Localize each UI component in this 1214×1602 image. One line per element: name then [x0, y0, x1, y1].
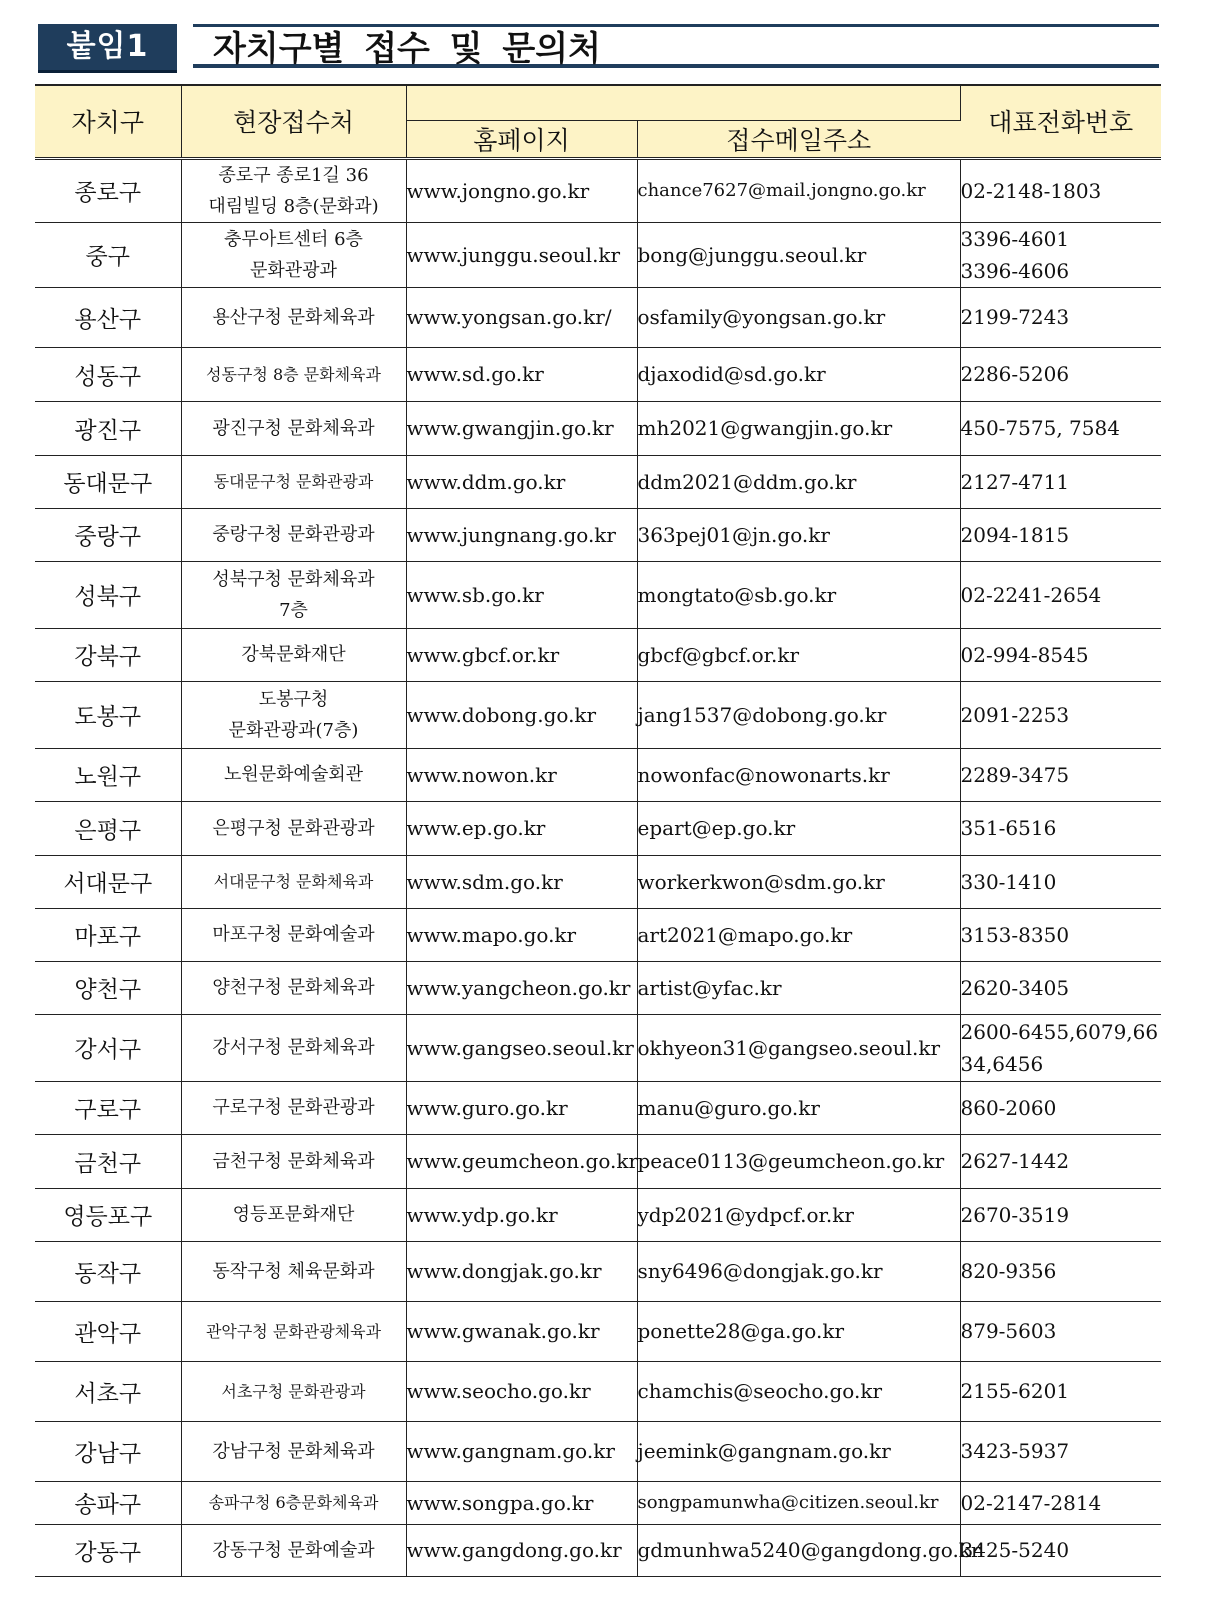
table-row: [35, 908, 1161, 961]
district-cell: 종로구: [35, 158, 181, 222]
office-line: 동작구청 체육문화과: [212, 1260, 375, 1282]
district-cell: 광진구: [35, 401, 181, 455]
office-cell: [181, 1524, 406, 1576]
email-cell: manu@guro.go.kr: [637, 1081, 960, 1134]
district-cell: 중구: [35, 222, 181, 287]
table-body: [35, 158, 1161, 1576]
office-cell: [181, 681, 406, 748]
district-cell: 성북구: [35, 561, 181, 628]
district-cell: 금천구: [35, 1134, 181, 1188]
office-line: 서초구청 문화관광과: [221, 1381, 366, 1401]
phone-line: 3396-4601: [960, 226, 1070, 251]
phone-cell: [960, 908, 1161, 961]
district-cell: 중랑구: [35, 508, 181, 561]
district-cell: 서초구: [35, 1361, 181, 1421]
table-row: [35, 681, 1161, 748]
phone-cell: [960, 1524, 1161, 1576]
phone-line: 3153-8350: [960, 922, 1070, 947]
email-cell: ddm2021@ddm.go.kr: [637, 455, 960, 508]
phone-line: 2127-4711: [960, 469, 1070, 494]
office-line: 강동구청 문화예술과: [212, 1539, 375, 1561]
table-row: [35, 628, 1161, 681]
table-row: [35, 1301, 1161, 1361]
phone-cell: [960, 1188, 1161, 1241]
table-row: [35, 1421, 1161, 1481]
office-cell: [181, 908, 406, 961]
office-line: 강남구청 문화체육과: [212, 1440, 375, 1462]
office-cell: [181, 1421, 406, 1481]
phone-line: 3396-4606: [960, 258, 1070, 283]
email-cell: jeemink@gangnam.go.kr: [637, 1421, 960, 1481]
phone-line: 2155-6201: [960, 1379, 1070, 1403]
col-header-email: 접수메일주소: [637, 120, 960, 158]
phone-cell: [960, 1134, 1161, 1188]
table-row: [35, 347, 1161, 401]
district-cell: 강동구: [35, 1524, 181, 1576]
office-line: 송파구청 6층문화체육과: [208, 1493, 379, 1512]
homepage-cell: www.guro.go.kr: [406, 1081, 637, 1134]
office-line: 양천구청 문화체육과: [212, 977, 375, 998]
homepage-cell: www.gangseo.seoul.kr: [406, 1014, 637, 1081]
phone-line: 02-2148-1803: [960, 178, 1102, 203]
col-header-phone: 대표전화번호: [960, 85, 1161, 158]
office-line: 영등포문화재단: [232, 1204, 355, 1225]
phone-line: 2094-1815: [960, 522, 1070, 547]
phone-cell: [960, 855, 1161, 908]
homepage-cell: www.ep.go.kr: [406, 801, 637, 855]
email-cell: workerkwon@sdm.go.kr: [637, 855, 960, 908]
office-line: 금천구청 문화체육과: [212, 1150, 375, 1172]
office-cell: [181, 1188, 406, 1241]
phone-line: 02-994-8545: [960, 642, 1089, 667]
phone-cell: [960, 1301, 1161, 1361]
phone-cell: [960, 628, 1161, 681]
phone-cell: [960, 401, 1161, 455]
district-cell: 강서구: [35, 1014, 181, 1081]
table-row: [35, 1014, 1161, 1081]
email-cell: sny6496@dongjak.go.kr: [637, 1241, 960, 1301]
table-row: [35, 1134, 1161, 1188]
phone-line: 820-9356: [960, 1259, 1057, 1283]
office-cell: [181, 961, 406, 1014]
phone-cell: [960, 158, 1161, 222]
homepage-cell: www.gwanak.go.kr: [406, 1301, 637, 1361]
phone-cell: [960, 1081, 1161, 1134]
office-cell: [181, 1361, 406, 1421]
email-cell: djaxodid@sd.go.kr: [637, 347, 960, 401]
homepage-cell: www.yangcheon.go.kr: [406, 961, 637, 1014]
table-row: [35, 158, 1161, 222]
email-cell: art2021@mapo.go.kr: [637, 908, 960, 961]
district-cell: 송파구: [35, 1481, 181, 1524]
email-cell: songpamunwha@citizen.seoul.kr: [637, 1481, 960, 1524]
office-line: 광진구청 문화체육과: [212, 417, 375, 439]
district-cell: 마포구: [35, 908, 181, 961]
office-line: 강북문화재단: [241, 644, 346, 665]
phone-cell: [960, 287, 1161, 347]
table-row: [35, 1481, 1161, 1524]
email-cell: ponette28@ga.go.kr: [637, 1301, 960, 1361]
office-cell: [181, 347, 406, 401]
office-cell: [181, 222, 406, 287]
office-line: 성북구청 문화체육과: [212, 568, 375, 590]
office-line: 문화관광과(7층): [228, 719, 359, 741]
phone-line: 3425-5240: [960, 1538, 1070, 1562]
table-row: [35, 1081, 1161, 1134]
table-row: [35, 561, 1161, 628]
office-line: 성동구청 8층 문화체육과: [206, 364, 381, 384]
email-cell: gdmunhwa5240@gangdong.go.kr: [637, 1524, 960, 1576]
district-cell: 서대문구: [35, 855, 181, 908]
office-cell: [181, 1134, 406, 1188]
email-cell: epart@ep.go.kr: [637, 801, 960, 855]
phone-line: 2620-3405: [960, 975, 1070, 1000]
phone-line: 2199-7243: [960, 305, 1070, 329]
homepage-cell: www.gbcf.or.kr: [406, 628, 637, 681]
district-cell: 용산구: [35, 287, 181, 347]
email-cell: artist@yfac.kr: [637, 961, 960, 1014]
office-cell: [181, 508, 406, 561]
office-line: 강서구청 문화체육과: [212, 1037, 375, 1058]
office-line: 충무아트센터 6층: [224, 228, 363, 250]
phone-cell: [960, 561, 1161, 628]
email-cell: chance7627@mail.jongno.go.kr: [637, 158, 960, 222]
phone-cell: [960, 1241, 1161, 1301]
col-header-district: 자치구: [35, 85, 181, 158]
homepage-cell: www.jongno.go.kr: [406, 158, 637, 222]
district-cell: 강북구: [35, 628, 181, 681]
phone-cell: [960, 1014, 1161, 1081]
office-cell: [181, 158, 406, 222]
district-cell: 양천구: [35, 961, 181, 1014]
phone-line: 2670-3519: [960, 1202, 1070, 1227]
phone-line: 3423-5937: [960, 1439, 1070, 1463]
table-row: [35, 222, 1161, 287]
phone-line: 879-5603: [960, 1319, 1057, 1343]
col-header-group: [406, 85, 960, 120]
email-cell: nowonfac@nowonarts.kr: [637, 748, 960, 801]
district-cell: 은평구: [35, 801, 181, 855]
office-cell: [181, 1481, 406, 1524]
email-cell: jang1537@dobong.go.kr: [637, 681, 960, 748]
table-row: [35, 455, 1161, 508]
homepage-cell: www.nowon.kr: [406, 748, 637, 801]
office-cell: [181, 401, 406, 455]
phone-cell: [960, 1481, 1161, 1524]
office-cell: [181, 455, 406, 508]
homepage-cell: www.sb.go.kr: [406, 561, 637, 628]
phone-cell: [960, 1421, 1161, 1481]
office-line: 도봉구청: [258, 688, 329, 710]
table-row: [35, 801, 1161, 855]
office-line: 서대문구청 문화체육과: [213, 872, 374, 891]
homepage-cell: www.jungnang.go.kr: [406, 508, 637, 561]
phone-line: 450-7575, 7584: [960, 416, 1120, 440]
district-cell: 영등포구: [35, 1188, 181, 1241]
phone-line: 02-2241-2654: [960, 582, 1102, 607]
phone-cell: [960, 455, 1161, 508]
district-cell: 동대문구: [35, 455, 181, 508]
phone-line: 2627-1442: [960, 1149, 1070, 1173]
homepage-cell: www.gangnam.go.kr: [406, 1421, 637, 1481]
phone-cell: [960, 801, 1161, 855]
homepage-cell: www.sd.go.kr: [406, 347, 637, 401]
district-cell: 도봉구: [35, 681, 181, 748]
office-line: 노원문화예술회관: [223, 764, 364, 785]
phone-cell: [960, 681, 1161, 748]
office-line: 동대문구청 문화관광과: [213, 472, 374, 491]
email-cell: peace0113@geumcheon.go.kr: [637, 1134, 960, 1188]
homepage-cell: www.dongjak.go.kr: [406, 1241, 637, 1301]
phone-line: 2289-3475: [960, 762, 1070, 787]
office-cell: [181, 855, 406, 908]
table-row: [35, 1361, 1161, 1421]
phone-line: 860-2060: [960, 1095, 1057, 1120]
office-line: 관악구청 문화관광체육과: [205, 1321, 382, 1341]
office-cell: [181, 1301, 406, 1361]
phone-line: 02-2147-2814: [960, 1490, 1102, 1515]
homepage-cell: www.gwangjin.go.kr: [406, 401, 637, 455]
phone-line: 2091-2253: [960, 702, 1070, 727]
table-row: [35, 401, 1161, 455]
office-cell: [181, 287, 406, 347]
phone-cell: [960, 1361, 1161, 1421]
office-line: 은평구청 문화관광과: [212, 817, 375, 839]
office-cell: [181, 801, 406, 855]
phone-line: 330-1410: [960, 869, 1057, 894]
office-line: 종로구 종로1길 36: [218, 164, 369, 186]
email-cell: gbcf@gbcf.or.kr: [637, 628, 960, 681]
office-line: 마포구청 문화예술과: [212, 924, 375, 945]
office-line: 용산구청 문화체육과: [212, 306, 375, 328]
table-row: [35, 1188, 1161, 1241]
email-cell: bong@junggu.seoul.kr: [637, 222, 960, 287]
office-cell: [181, 561, 406, 628]
district-cell: 강남구: [35, 1421, 181, 1481]
email-cell: mh2021@gwangjin.go.kr: [637, 401, 960, 455]
col-header-homepage: 홈페이지: [406, 120, 637, 158]
table-row: [35, 287, 1161, 347]
homepage-cell: www.yongsan.go.kr/: [406, 287, 637, 347]
homepage-cell: www.sdm.go.kr: [406, 855, 637, 908]
page-title: 자치구별 접수 및 문의처: [193, 24, 1159, 68]
homepage-cell: www.geumcheon.go.kr: [406, 1134, 637, 1188]
phone-line: 2286-5206: [960, 362, 1070, 386]
phone-cell: [960, 347, 1161, 401]
phone-cell: [960, 961, 1161, 1014]
office-cell: [181, 748, 406, 801]
district-cell: 구로구: [35, 1081, 181, 1134]
office-line: 7층: [279, 599, 308, 621]
homepage-cell: www.ddm.go.kr: [406, 455, 637, 508]
attachment-badge: 붙임1: [38, 24, 177, 73]
phone-line: 351-6516: [960, 816, 1057, 840]
table-row: [35, 961, 1161, 1014]
phone-cell: [960, 222, 1161, 287]
district-cell: 노원구: [35, 748, 181, 801]
office-line: 대림빌딩 8층(문화과): [208, 195, 379, 217]
table-row: [35, 1524, 1161, 1576]
contact-table: [35, 84, 1161, 1577]
email-cell: okhyeon31@gangseo.seoul.kr: [637, 1014, 960, 1081]
table-row: [35, 1241, 1161, 1301]
office-line: 구로구청 문화관광과: [212, 1097, 375, 1118]
office-line: 문화관광과: [250, 259, 337, 281]
district-cell: 동작구: [35, 1241, 181, 1301]
homepage-cell: www.gangdong.go.kr: [406, 1524, 637, 1576]
page-header: [38, 24, 1159, 74]
office-line: 중랑구청 문화관광과: [212, 524, 375, 545]
homepage-cell: www.junggu.seoul.kr: [406, 222, 637, 287]
col-header-office: 현장접수처: [181, 85, 406, 158]
email-cell: 363pej01@jn.go.kr: [637, 508, 960, 561]
phone-line: 34,6456: [960, 1051, 1044, 1076]
district-cell: 성동구: [35, 347, 181, 401]
phone-cell: [960, 508, 1161, 561]
homepage-cell: www.songpa.go.kr: [406, 1481, 637, 1524]
homepage-cell: www.dobong.go.kr: [406, 681, 637, 748]
office-cell: [181, 1081, 406, 1134]
email-cell: chamchis@seocho.go.kr: [637, 1361, 960, 1421]
table-row: [35, 748, 1161, 801]
phone-line: 2600-6455,6079,66: [960, 1019, 1159, 1044]
office-cell: [181, 628, 406, 681]
email-cell: osfamily@yongsan.go.kr: [637, 287, 960, 347]
homepage-cell: www.mapo.go.kr: [406, 908, 637, 961]
email-cell: ydp2021@ydpcf.or.kr: [637, 1188, 960, 1241]
table-row: [35, 855, 1161, 908]
district-cell: 관악구: [35, 1301, 181, 1361]
table-row: [35, 508, 1161, 561]
office-cell: [181, 1241, 406, 1301]
email-cell: mongtato@sb.go.kr: [637, 561, 960, 628]
homepage-cell: www.ydp.go.kr: [406, 1188, 637, 1241]
phone-cell: [960, 748, 1161, 801]
office-cell: [181, 1014, 406, 1081]
homepage-cell: www.seocho.go.kr: [406, 1361, 637, 1421]
